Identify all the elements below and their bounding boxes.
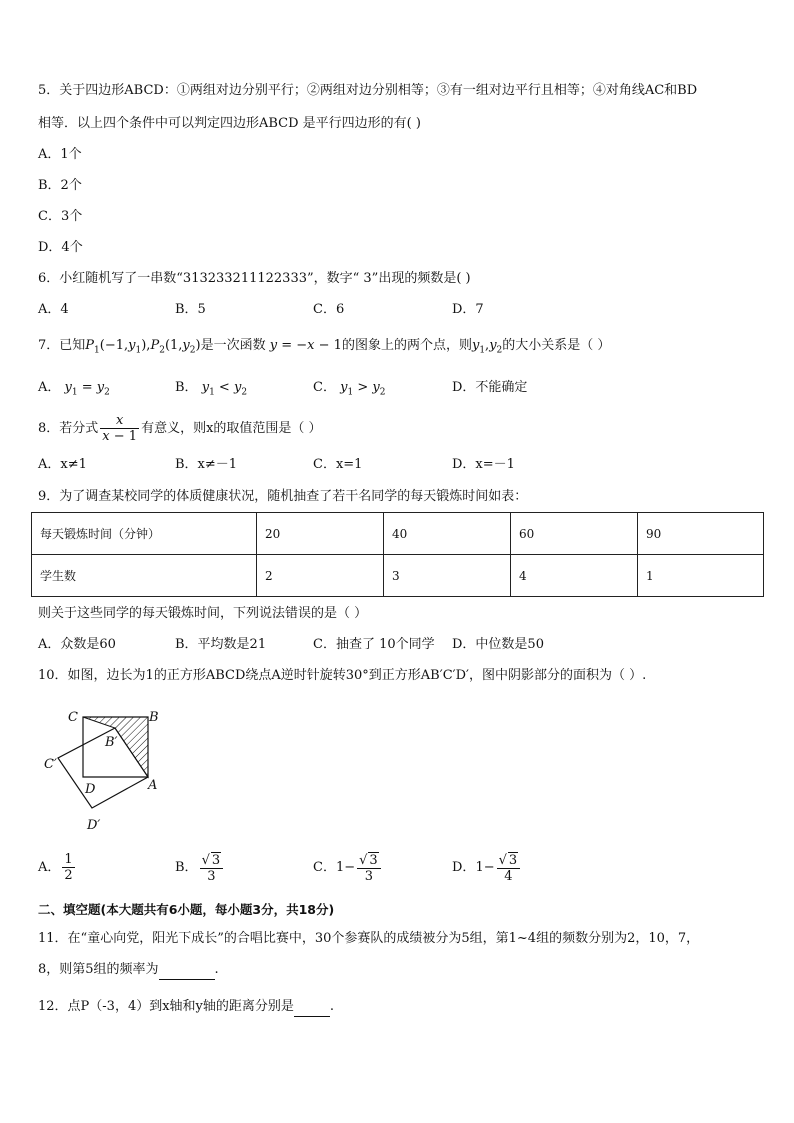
q10-option-b: B． $\frac{√ 3}{3}$ (175, 851, 225, 885)
q6-option-a: A．4 (38, 302, 69, 317)
q5-option-a: A．1个 (38, 147, 82, 162)
q9-option-a: A．众数是60 (38, 637, 116, 652)
q11-line2: 8，则第5组的频率为 . (38, 961, 219, 980)
label-a: A (148, 778, 158, 793)
q5-line2: 相等．以上四个条件中可以判定四边形ABCD 是平行四边形的有( ) (38, 116, 421, 131)
label-b-prime: B′ (105, 735, 118, 750)
q8-text (38, 412, 322, 446)
table-cell: 2 (257, 555, 384, 597)
table-cell: 每天锻炼时间（分钟） (32, 513, 257, 555)
table-cell: 60 (511, 513, 638, 555)
label-d: D (85, 782, 96, 797)
q6-option-c: C．6 (313, 302, 345, 317)
q7-mid: 是一次函数 (200, 338, 266, 353)
q10-option-d: D．1− $\frac{√ 3}{4}$ (452, 851, 522, 885)
q7-function-formula: y (265, 338, 278, 353)
q6-text: 6．小红随机写了一串数“313233211122333”，数字“ 3”出现的频数是( ) (38, 271, 471, 286)
table-cell: 4 (511, 555, 638, 597)
section-heading: 二、填空题(本大题共有6小题，每小题3分，共18分) (38, 902, 335, 917)
q8-option-b: B．x≠－1 (175, 457, 238, 472)
rotated-square-figure (30, 700, 180, 840)
q7-option-b: B． $y_1 < y_2$ (175, 380, 248, 398)
q10-option-a: A． $\frac{1}{2}$ (38, 852, 73, 883)
q8-fraction: $\frac{x}{x - 1}$ (102, 413, 138, 444)
q5-line1: 5．关于四边形ABCD：①两组对边分别平行；②两组对边分别相等；③有一组对边平行且相等；④对角线AC和BD (38, 83, 698, 98)
label-d-prime: D′ (87, 818, 101, 833)
table-cell: 1 (638, 555, 764, 597)
q10-option-c: C．1− $\frac{√ 3}{3}$ (313, 851, 383, 885)
q5-option-b: B．2个 (38, 178, 82, 193)
table-cell: 90 (638, 513, 764, 555)
q9-text: 9．为了调查某校同学的体质健康状况，随机抽查了若干名同学的每天锻炼时间如表： (38, 489, 528, 504)
q8-option-d: D．x=－1 (452, 457, 515, 472)
q9-option-b: B．平均数是21 (175, 637, 267, 652)
table-row (32, 555, 764, 597)
table-cell: 3 (384, 555, 511, 597)
table-row (32, 513, 764, 555)
q8-suffix: 有意义，则x的取值范围是（ ） (141, 421, 322, 436)
q6-option-d: D．7 (452, 302, 484, 317)
q8-prefix: 8．若分式 (38, 421, 99, 436)
q9-question: 则关于这些同学的每天锻炼时间，下列说法错误的是（ ） (38, 606, 368, 621)
q7-end: 的大小关系是（ ） (502, 338, 611, 353)
q7-option-a: A． $y_1 = y_2$ (38, 380, 110, 398)
answer-blank[interactable] (159, 961, 215, 980)
label-c: C (68, 710, 78, 725)
q8-option-c: C．x=1 (313, 457, 363, 472)
q6-option-b: B．5 (175, 302, 206, 317)
label-b: B (149, 710, 159, 725)
q7-prefix: 7．已知 (38, 338, 86, 353)
exercise-time-table (31, 512, 764, 597)
table-cell: 20 (257, 513, 384, 555)
q11-line1: 11．在“童心向党，阳光下成长”的合唱比赛中，30个参赛队的成绩被分为5组，第1~4组的频数分别为2，10，7， (38, 931, 700, 946)
q7-points-formula: P (85, 338, 95, 353)
q7-suffix: 的图象上的两个点，则 (341, 338, 472, 353)
q7-text: 7．已知$P_1(-1,y_1),P_2(1,y_2)$是一次函数 y = −x − 1的图象上的两个点，则$y_1,y_2$的大小关系是（ ） (38, 338, 611, 356)
q5-option-d: D．4个 (38, 240, 83, 255)
table-cell: 40 (384, 513, 511, 555)
q12-text: 12．点P（-3，4）到x轴和y轴的距离分别是 . (38, 998, 334, 1017)
q9-option-c: C．抽查了 10个同学 (313, 637, 435, 652)
q9-option-d: D．中位数是50 (452, 637, 544, 652)
q7-option-c: C． $y_1 > y_2$ (313, 380, 386, 398)
q5-option-c: C．3个 (38, 209, 83, 224)
q8-option-a: A．x≠1 (38, 457, 87, 472)
answer-blank[interactable] (294, 998, 330, 1017)
q7-option-d: D．不能确定 (452, 380, 528, 395)
q10-text: 10．如图，边长为1的正方形ABCD绕点A逆时针旋转30°到正方形AB′C′D′，图中阴影部分的面积为（ ）. (38, 668, 647, 683)
table-cell: 学生数 (32, 555, 257, 597)
label-c-prime: C′ (44, 757, 57, 772)
